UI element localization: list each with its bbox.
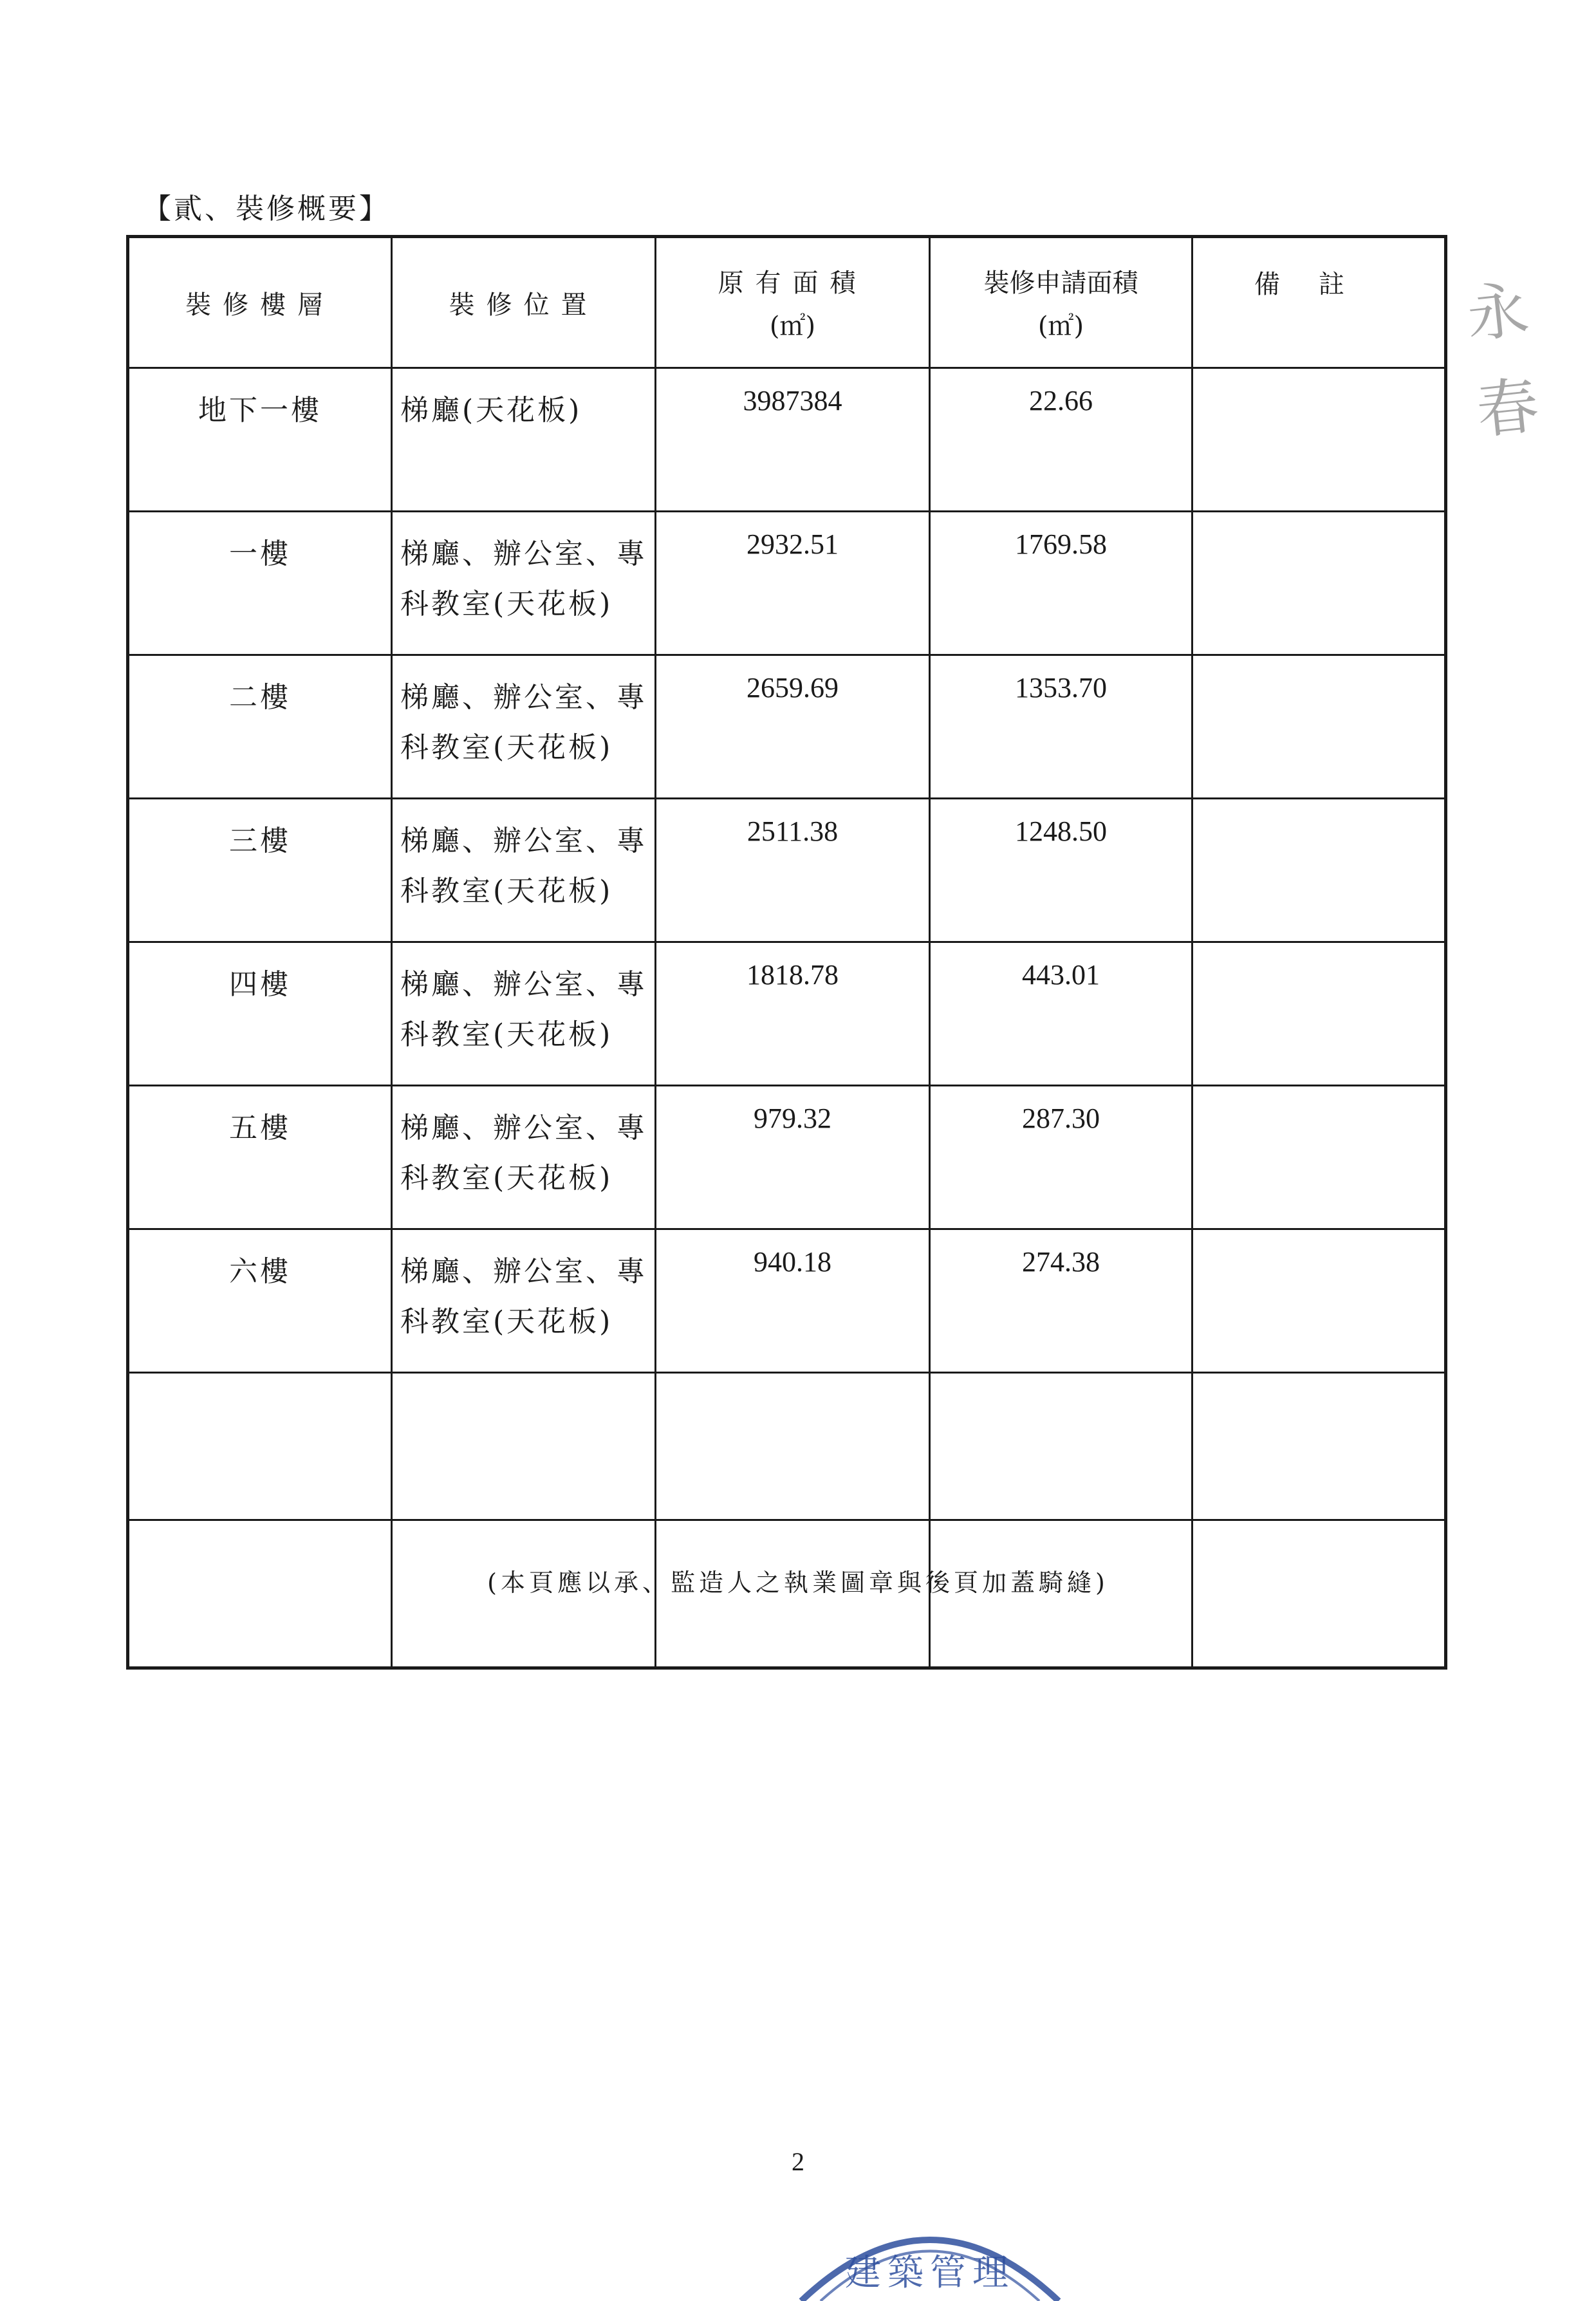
table-row [128,1229,1446,1373]
applied-area-cell: 287.30 [930,1086,1192,1229]
floor-cell: 三樓 [128,799,392,942]
header-location-label: 裝修位置 [449,290,598,320]
section-title: 【貳、裝修概要】 [143,192,390,225]
header-location [392,237,656,368]
renovation-summary-table [126,235,1447,1670]
remarks-cell [1192,655,1446,799]
remarks-cell [1192,799,1446,942]
applied-area-cell: 274.38 [930,1229,1192,1373]
original-area-cell: 2511.38 [656,799,930,942]
header-original-area-label: 原有面積 [718,268,868,298]
handwritten-note: 永春 [1463,273,1543,448]
location-cell: 梯廳(天花板) [392,368,656,512]
floor-cell: 地下一樓 [128,368,392,512]
official-stamp [788,2172,1072,2301]
blank-cell [930,1373,1192,1520]
header-floor-label: 裝修樓層 [185,290,335,320]
remarks-cell [1192,1229,1446,1373]
location-cell: 梯廳、辦公室、專科教室(天花板) [392,1229,656,1373]
remarks-cell [1192,368,1446,512]
table-row [128,1086,1446,1229]
blank-cell [656,1373,930,1520]
footnote: (本頁應以承、監造人之執業圖章與後頁加蓋騎縫) [487,1569,1109,1597]
table-header-row [128,237,1446,368]
header-remarks-label: 備註 [1254,270,1383,299]
blank-cell [128,1373,392,1520]
location-cell: 梯廳、辦公室、專科教室(天花板) [392,1086,656,1229]
table-row [128,655,1446,799]
stamp-text: 建築管理 [845,2252,1015,2294]
applied-area-cell: 22.66 [930,368,1192,512]
original-area-cell: 3987384 [656,368,930,512]
page-number: 2 [792,2147,804,2176]
table-row [128,368,1446,512]
applied-area-cell: 1353.70 [930,655,1192,799]
header-remarks [1192,237,1446,368]
floor-cell: 一樓 [128,512,392,655]
location-cell: 梯廳、辦公室、專科教室(天花板) [392,942,656,1086]
floor-cell: 六樓 [128,1229,392,1373]
table-row [128,942,1446,1086]
original-area-cell: 2659.69 [656,655,930,799]
original-area-cell: 1818.78 [656,942,930,1086]
header-original-area [656,237,930,368]
remarks-cell [1192,942,1446,1086]
table-row [128,799,1446,942]
applied-area-cell: 1769.58 [930,512,1192,655]
header-floor [128,237,392,368]
remarks-cell [1192,512,1446,655]
floor-cell: 四樓 [128,942,392,1086]
original-area-cell: 2932.51 [656,512,930,655]
floor-cell: 五樓 [128,1086,392,1229]
header-applied-area-unit: (㎡) [1037,312,1084,341]
original-area-cell: 940.18 [656,1229,930,1373]
location-cell: 梯廳、辦公室、專科教室(天花板) [392,655,656,799]
applied-area-cell: 443.01 [930,942,1192,1086]
applied-area-cell: 1248.50 [930,799,1192,942]
location-cell: 梯廳、辦公室、專科教室(天花板) [392,512,656,655]
header-original-area-unit: (㎡) [769,312,816,341]
original-area-cell: 979.32 [656,1086,930,1229]
header-applied-area [930,237,1192,368]
blank-cell [392,1373,656,1520]
blank-cell [1192,1373,1446,1520]
remarks-cell [1192,1086,1446,1229]
header-applied-area-label: 裝修申請面積 [983,268,1138,298]
location-cell: 梯廳、辦公室、專科教室(天花板) [392,799,656,942]
table-row [128,512,1446,655]
blank-table-row [128,1373,1446,1520]
floor-cell: 二樓 [128,655,392,799]
